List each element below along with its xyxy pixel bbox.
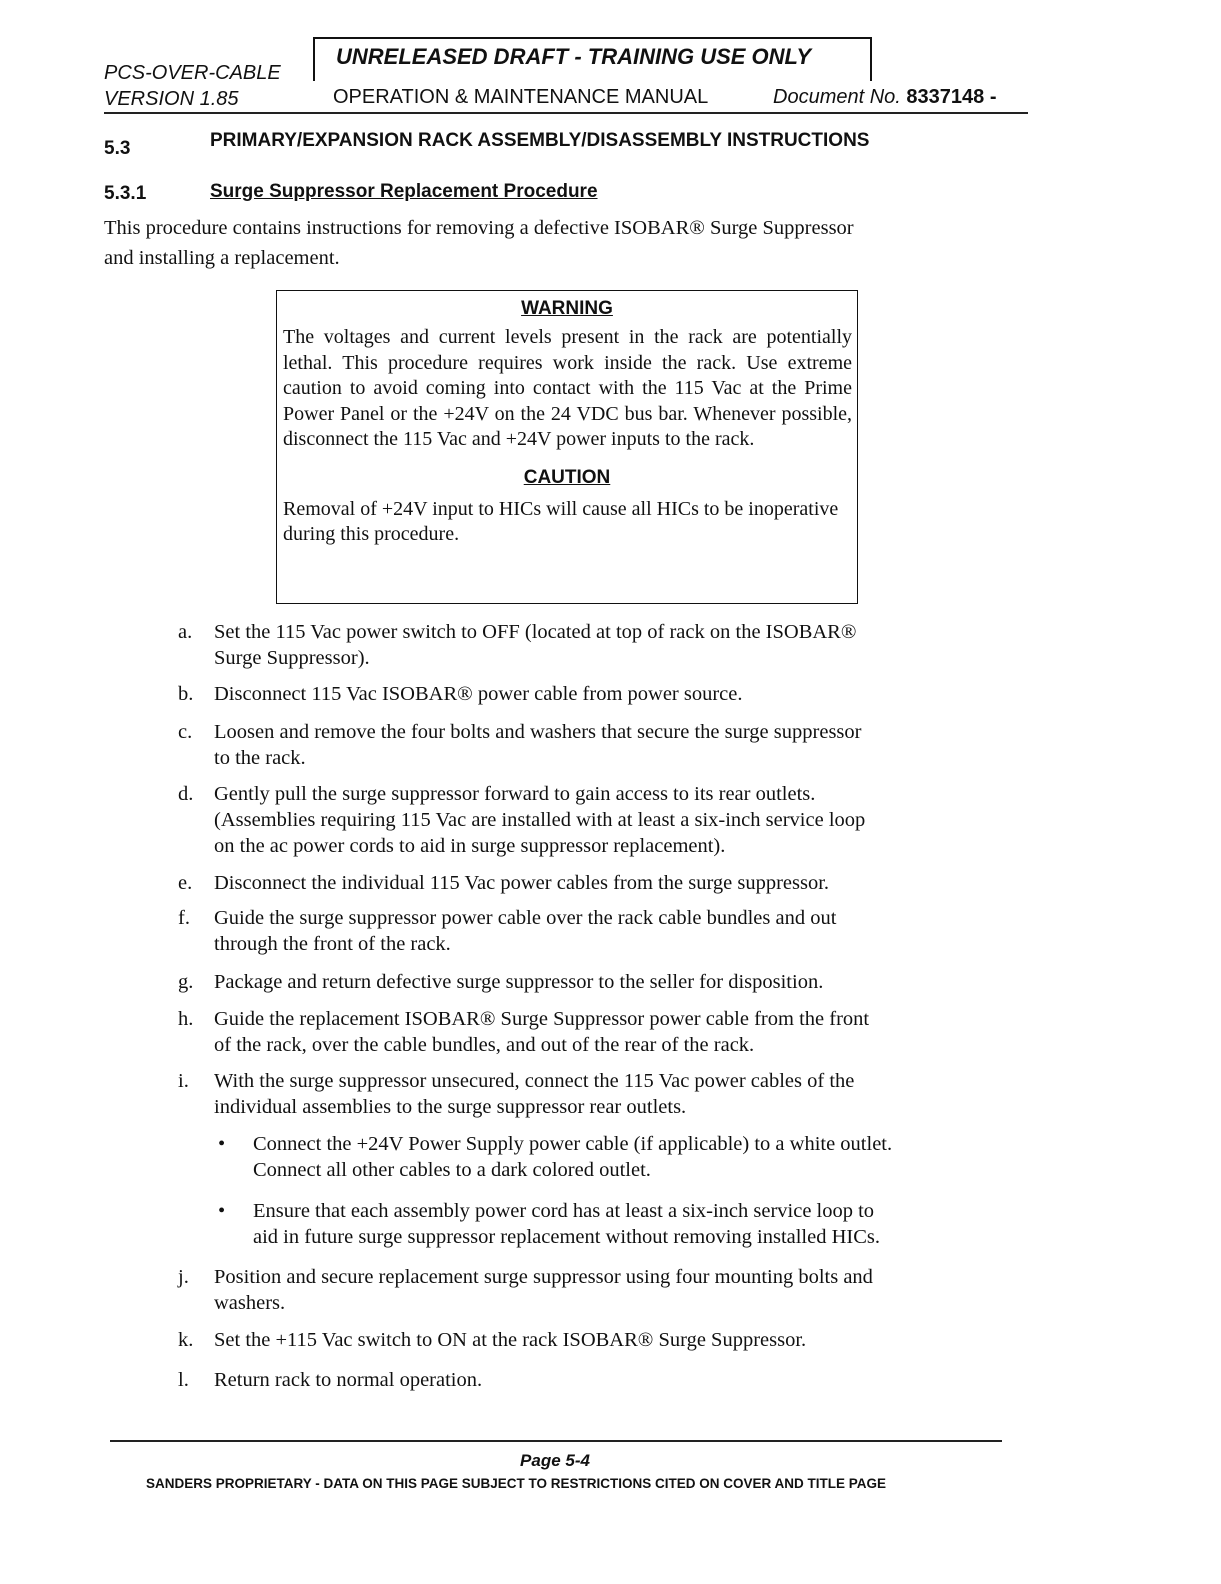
- step-line: through the front of the rack.: [214, 933, 451, 955]
- step-line: With the surge suppressor unsecured, connect the 115 Vac power cables of the: [214, 1070, 855, 1092]
- step-line: of the rack, over the cable bundles, and out of the rear of the rack.: [214, 1034, 755, 1056]
- doc-label: Document No.: [773, 86, 901, 108]
- step-label: e.: [178, 872, 193, 894]
- step-label: b.: [178, 683, 194, 705]
- step-line: Position and secure replacement surge suppressor using four mounting bolts and: [214, 1266, 873, 1288]
- step-text: [214, 969, 1034, 995]
- section-title: PRIMARY/EXPANSION RACK ASSEMBLY/DISASSEMBLY INSTRUCTIONS: [210, 130, 870, 151]
- warning-title: WARNING: [521, 298, 613, 319]
- version: VERSION 1.85: [104, 88, 239, 110]
- step-line: (Assemblies requiring 115 Vac are installed with at least a six-inch service loop: [214, 809, 866, 831]
- page-number: Page 5-4: [520, 1451, 590, 1470]
- caution-text: Removal of +24V input to HICs will cause all HICs to be inoperative during this procedure.: [283, 497, 839, 545]
- step-line: Surge Suppressor).: [214, 647, 370, 669]
- step-text: [214, 870, 1034, 896]
- step-label: f.: [178, 907, 190, 929]
- step-text: [214, 681, 1034, 707]
- step-label: i.: [178, 1070, 189, 1092]
- step-line: Disconnect the individual 115 Vac power cables from the surge suppressor.: [214, 872, 830, 894]
- step-label: l.: [178, 1369, 189, 1391]
- proprietary-notice: SANDERS PROPRIETARY - DATA ON THIS PAGE SUBJECT TO RESTRICTIONS CITED ON COVER AND TITLE PAGE: [146, 1476, 887, 1491]
- footer-rule: [110, 1440, 1002, 1442]
- step-text: [214, 1068, 1034, 1120]
- step-line: to the rack.: [214, 747, 306, 769]
- step-line: Guide the surge suppressor power cable over the rack cable bundles and out: [214, 907, 837, 929]
- warning-box: [276, 290, 858, 604]
- caution-title: CAUTION: [523, 466, 611, 488]
- manual-title: OPERATION & MAINTENANCE MANUAL: [333, 86, 709, 108]
- step-text: [214, 1327, 1034, 1353]
- step-line: Loosen and remove the four bolts and washers that secure the surge suppressor: [214, 721, 862, 743]
- step-text: [214, 719, 1034, 771]
- warning-text: The voltages and current levels present in the rack are potentially lethal. This procedure requires work inside the rack. Use extreme caution to avoid coming into contact with the 115 Vac at the Prime Power Panel or the +24V on the 24 VDC bus bar. Whenever possible, disconnect the 115 Vac and +24V power inputs to the rack.: [283, 326, 852, 450]
- step-line: Set the +115 Vac switch to ON at the rack ISOBAR® Surge Suppressor.: [214, 1329, 807, 1351]
- document-number: [773, 86, 996, 109]
- bullet-line: aid in future surge suppressor replacement without removing installed HICs.: [253, 1226, 881, 1248]
- step-label: d.: [178, 783, 194, 805]
- bullet-icon: •: [218, 1133, 226, 1155]
- section-number: 5.3: [104, 138, 131, 159]
- step-line: on the ac power cords to aid in surge suppressor replacement).: [214, 835, 726, 857]
- product-name: PCS-OVER-CABLE: [104, 62, 281, 84]
- intro-line-1: This procedure contains instructions for removing a defective ISOBAR® Surge Suppressor: [104, 217, 854, 239]
- bullet-icon: •: [218, 1200, 226, 1222]
- step-line: washers.: [214, 1292, 286, 1314]
- step-label: a.: [178, 621, 193, 643]
- draft-notice: UNRELEASED DRAFT - TRAINING USE ONLY: [336, 44, 812, 69]
- step-text: [214, 1264, 1034, 1316]
- step-label: h.: [178, 1008, 194, 1030]
- subsection-number: 5.3.1: [104, 183, 147, 204]
- step-line: Disconnect 115 Vac ISOBAR® power cable from power source.: [214, 683, 743, 705]
- step-line: Return rack to normal operation.: [214, 1369, 483, 1391]
- doc-number: 8337148 -: [906, 86, 997, 108]
- step-label: c.: [178, 721, 193, 743]
- step-text: [214, 1006, 1034, 1058]
- intro-line-2: and installing a replacement.: [104, 247, 340, 269]
- step-line: Guide the replacement ISOBAR® Surge Suppressor power cable from the front: [214, 1008, 870, 1030]
- step-label: k.: [178, 1329, 194, 1351]
- step-text: [214, 781, 1034, 859]
- step-text: [214, 619, 1034, 671]
- bullet-line: Connect all other cables to a dark colored outlet.: [253, 1159, 651, 1181]
- bullet-text: [253, 1131, 1043, 1183]
- step-label: j.: [178, 1266, 189, 1288]
- bullet-text: [253, 1198, 1043, 1250]
- bullet-line: Connect the +24V Power Supply power cable (if applicable) to a white outlet.: [253, 1133, 893, 1155]
- step-line: Package and return defective surge suppressor to the seller for disposition.: [214, 971, 824, 993]
- step-line: individual assemblies to the surge suppressor rear outlets.: [214, 1096, 687, 1118]
- bullet-line: Ensure that each assembly power cord has at least a six-inch service loop to: [253, 1200, 875, 1222]
- subsection-title: Surge Suppressor Replacement Procedure: [210, 181, 598, 202]
- step-text: [214, 905, 1034, 957]
- step-line: Gently pull the surge suppressor forward to gain access to its rear outlets.: [214, 783, 816, 805]
- header-rule: [104, 112, 1028, 114]
- step-text: [214, 1367, 1034, 1393]
- step-line: Set the 115 Vac power switch to OFF (located at top of rack on the ISOBAR®: [214, 621, 857, 643]
- step-label: g.: [178, 971, 194, 993]
